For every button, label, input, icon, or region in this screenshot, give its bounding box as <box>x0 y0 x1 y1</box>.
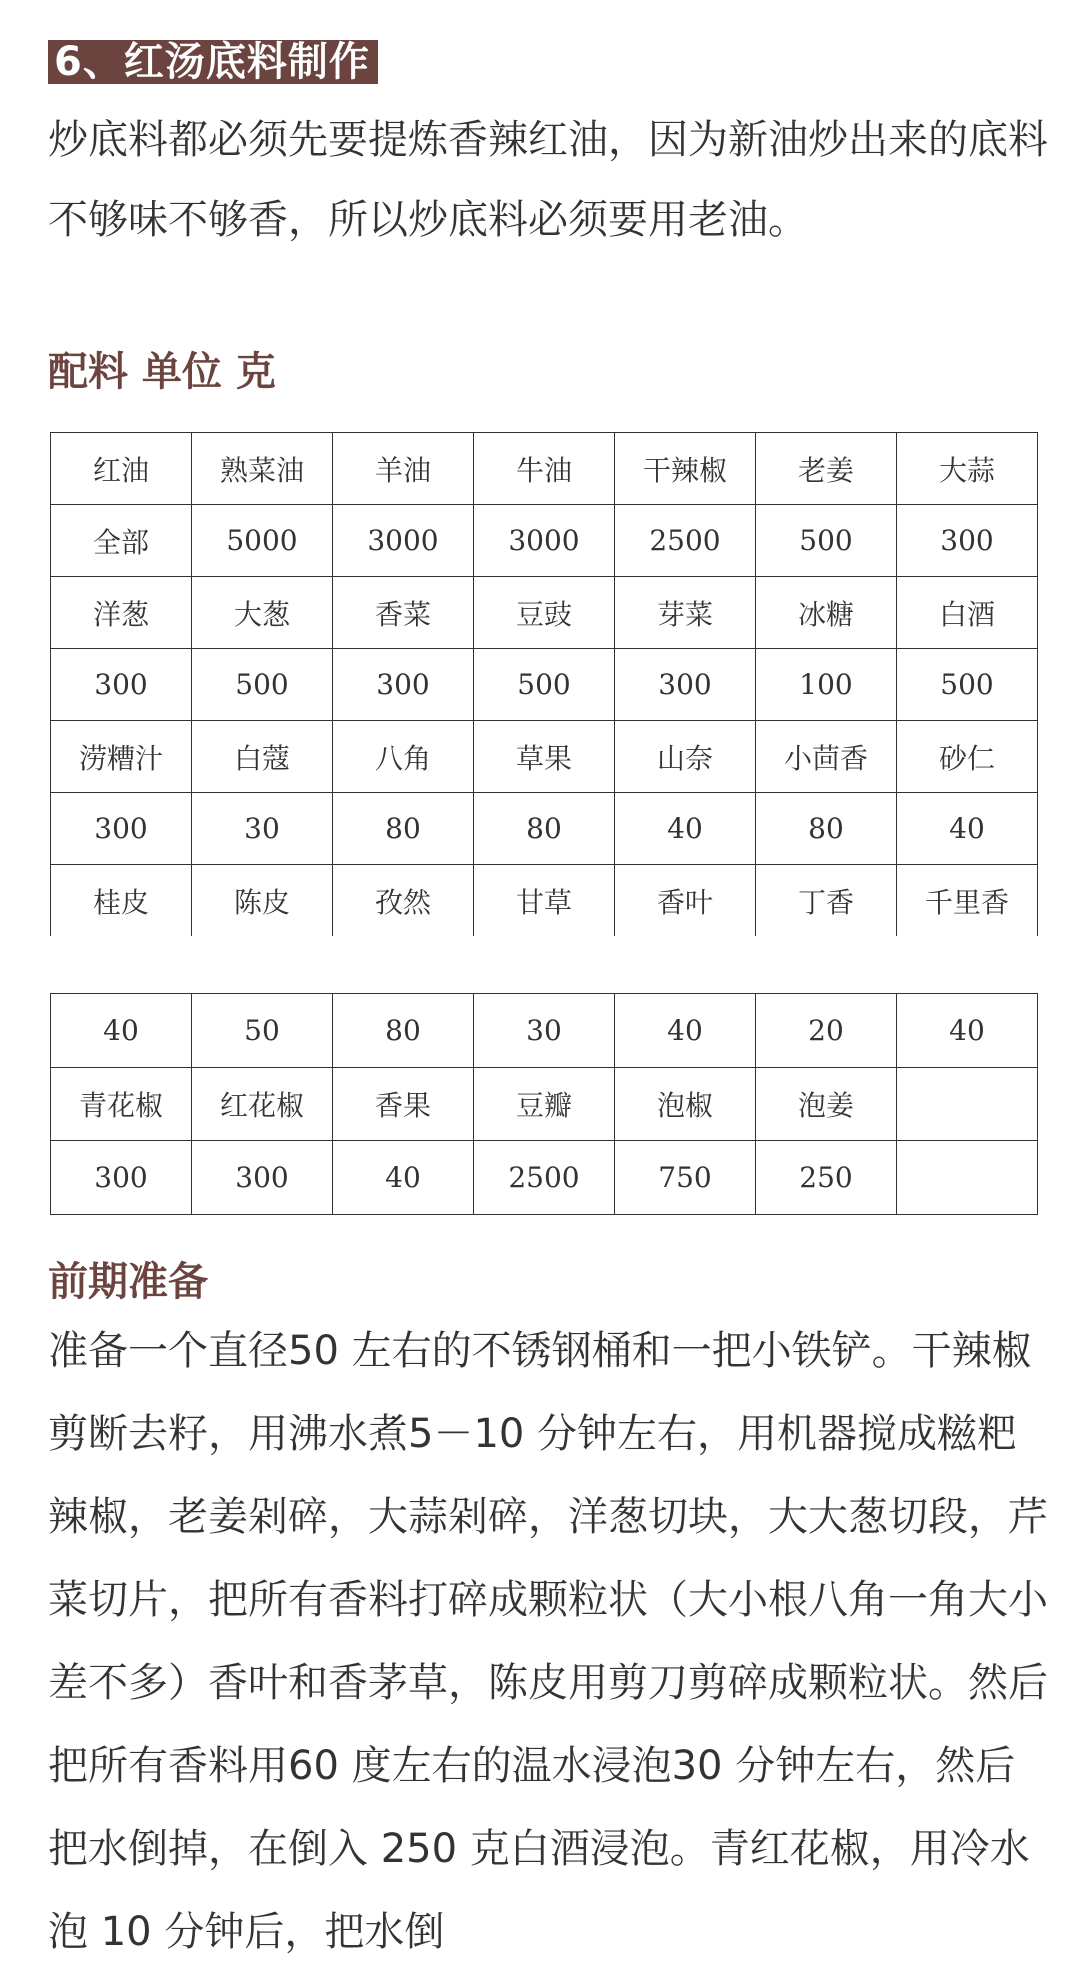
table-cell: 草果 <box>474 721 615 793</box>
table-cell: 冰糖 <box>756 577 897 649</box>
table-row <box>51 433 1038 505</box>
table-cell: 3000 <box>474 505 615 577</box>
table-cell: 八角 <box>333 721 474 793</box>
table-cell: 500 <box>192 649 333 721</box>
table-cell: 20 <box>756 994 897 1068</box>
table-cell: 300 <box>192 1141 333 1215</box>
table-cell: 5000 <box>192 505 333 577</box>
table-cell: 香果 <box>333 1067 474 1141</box>
table-cell: 陈皮 <box>192 865 333 937</box>
table-cell: 50 <box>192 994 333 1068</box>
table-row <box>51 793 1038 865</box>
table-cell: 红油 <box>51 433 192 505</box>
table-cell: 80 <box>474 793 615 865</box>
table-cell: 涝糟汁 <box>51 721 192 793</box>
table-cell: 白蔻 <box>192 721 333 793</box>
section-title: 6、红汤底料制作 <box>48 40 378 84</box>
preparation-paragraph: 准备一个直径50 左右的不锈钢桶和一把小铁铲。干辣椒剪断去籽，用沸水煮5－10 分钟左右，用机器搅成糍粑辣椒，老姜剁碎，大蒜剁碎，洋葱切块，大大葱切段，芹菜切片，把所有香料打碎成颗粒状（大小根八角一角大小差不多）香叶和香茅草，陈皮用剪刀剪碎成颗粒状。然后把所有香料用60 度左右的温水浸泡30 分钟左右，然后把水倒掉，在倒入 250 克白酒浸泡。青红花椒，用冷水泡 10 分钟后，把水倒 <box>48 1328 1048 1955</box>
table-cell: 牛油 <box>474 433 615 505</box>
table-cell: 芽菜 <box>615 577 756 649</box>
table-cell: 孜然 <box>333 865 474 937</box>
table-cell: 2500 <box>615 505 756 577</box>
table-cell: 千里香 <box>897 865 1038 937</box>
table-cell: 80 <box>333 994 474 1068</box>
table-row <box>51 577 1038 649</box>
table-row <box>51 505 1038 577</box>
table-cell: 香叶 <box>615 865 756 937</box>
table-cell: 干辣椒 <box>615 433 756 505</box>
table-cell: 500 <box>474 649 615 721</box>
table-cell: 500 <box>897 649 1038 721</box>
table-cell: 山奈 <box>615 721 756 793</box>
table-cell: 500 <box>756 505 897 577</box>
table-row <box>51 865 1038 937</box>
table-cell: 250 <box>756 1141 897 1215</box>
ingredients-table-1 <box>50 432 1038 936</box>
table-cell: 30 <box>192 793 333 865</box>
table-cell: 小茴香 <box>756 721 897 793</box>
table-cell: 300 <box>333 649 474 721</box>
table-cell: 桂皮 <box>51 865 192 937</box>
table-cell: 40 <box>615 994 756 1068</box>
table-row <box>51 1141 1038 1215</box>
table-cell: 大葱 <box>192 577 333 649</box>
table-row <box>51 1067 1038 1141</box>
ingredients-heading: 配料 单位 克 <box>48 349 276 395</box>
table-cell: 熟菜油 <box>192 433 333 505</box>
table-cell: 300 <box>615 649 756 721</box>
table-cell: 豆豉 <box>474 577 615 649</box>
table-cell: 40 <box>333 1141 474 1215</box>
table-cell: 100 <box>756 649 897 721</box>
table-cell: 80 <box>333 793 474 865</box>
table-cell: 泡姜 <box>756 1067 897 1141</box>
table-cell: 300 <box>51 649 192 721</box>
table-cell: 羊油 <box>333 433 474 505</box>
table-cell: 80 <box>756 793 897 865</box>
table-cell: 大蒜 <box>897 433 1038 505</box>
table-cell: 750 <box>615 1141 756 1215</box>
ingredients-table-2 <box>50 993 1038 1215</box>
table-cell: 40 <box>897 793 1038 865</box>
table-cell: 豆瓣 <box>474 1067 615 1141</box>
table-cell: 3000 <box>333 505 474 577</box>
table-cell: 丁香 <box>756 865 897 937</box>
table-row <box>51 994 1038 1068</box>
table-cell: 甘草 <box>474 865 615 937</box>
table-cell: 30 <box>474 994 615 1068</box>
table-cell <box>897 1067 1038 1141</box>
table-cell: 40 <box>51 994 192 1068</box>
intro-paragraph: 炒底料都必须先要提炼香辣红油，因为新油炒出来的底料不够味不够香，所以炒底料必须要用老油。 <box>48 117 1048 243</box>
table-row <box>51 721 1038 793</box>
table-cell: 白酒 <box>897 577 1038 649</box>
table-cell: 40 <box>615 793 756 865</box>
table-cell: 2500 <box>474 1141 615 1215</box>
table-cell: 老姜 <box>756 433 897 505</box>
table-cell <box>897 1141 1038 1215</box>
preparation-heading: 前期准备 <box>48 1259 208 1305</box>
table-cell: 300 <box>897 505 1038 577</box>
table-cell: 300 <box>51 1141 192 1215</box>
table-cell: 洋葱 <box>51 577 192 649</box>
table-cell: 40 <box>897 994 1038 1068</box>
table-cell: 红花椒 <box>192 1067 333 1141</box>
table-cell: 砂仁 <box>897 721 1038 793</box>
table-cell: 全部 <box>51 505 192 577</box>
table-cell: 泡椒 <box>615 1067 756 1141</box>
table-cell: 香菜 <box>333 577 474 649</box>
table-row <box>51 649 1038 721</box>
table-cell: 300 <box>51 793 192 865</box>
table-cell: 青花椒 <box>51 1067 192 1141</box>
